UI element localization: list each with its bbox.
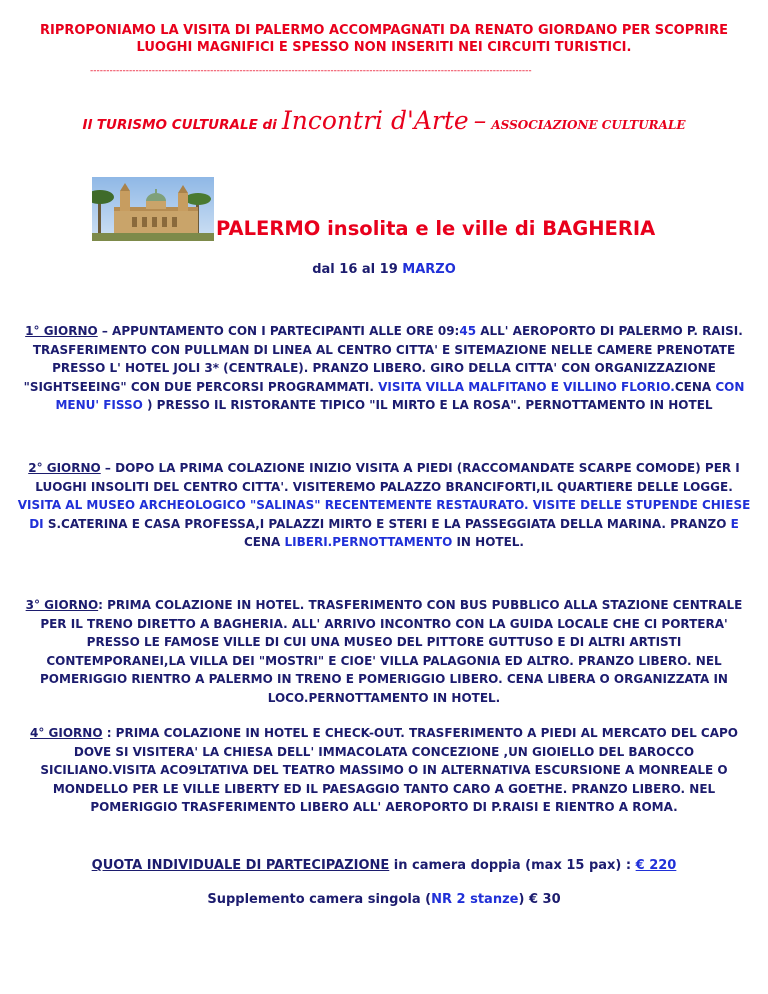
day-3-paragraph bbox=[16, 596, 752, 707]
day-2-text-2: S.CATERINA E CASA PROFESSA,I PALAZZI MIRTO E STERI E LA PASSEGGIATA DELLA MARINA. PRANZO bbox=[47, 516, 731, 531]
day-2-free: LIBERI.PERNOTTAMENTO bbox=[284, 535, 453, 549]
day-1-label: 1° GIORNO bbox=[25, 324, 98, 338]
day-4-text: : PRIMA COLAZIONE IN HOTEL E CHECK-OUT. TRASFERIMENTO A PIEDI AL MERCATO DEL CAPO DOVE SI VISITERA' LA CHIESA DELL' IMMACOLATA CONCEZIONE ,UN GIOIELLO DEL BAROCCO SICILIANO.VISITA ACO9LTATIVA DEL TEATRO MASSIMO O IN ALTERNATIVA ESCURSIONE A MONREALE O MONDELLO PER LE VILLE LIBERTY ED IL PAESAGGIO TANTO CARO A GOETHE. PRANZO LIBERO. NEL POMERIGGIO TRASFERIMENTO LIBERO ALL' AEROPORTO DI P.RAISI E RIENTRO A ROMA. bbox=[40, 726, 738, 814]
day-4-label: 4° GIORNO bbox=[30, 726, 103, 740]
quota-detail: in camera doppia (max 15 pax) : bbox=[389, 858, 636, 873]
day-3-label: 3° GIORNO bbox=[25, 598, 99, 612]
day-1-visit: VISITA VILLA MALFITANO E VILLINO FLORIO. bbox=[378, 379, 675, 394]
day-1-text-3: ) PRESSO IL RISTORANTE TIPICO "IL MIRTO E LA ROSA". PERNOTTAMENTO IN HOTEL bbox=[142, 398, 713, 412]
day-2-text: – DOPO LA PRIMA COLAZIONE INIZIO VISITA A PIEDI (RACCOMANDATE SCARPE COMODE) PER I LUOGHI INSOLITI DEL CENTRO CITTA'. VISITEREMO PALAZZO BRANCIFORTI,IL QUARTIERE DELLE LOGGE. bbox=[35, 461, 740, 494]
association-name: Incontri d'Arte bbox=[281, 106, 469, 135]
day-2-museum: VISITA AL MUSEO ARCHEOLOGICO "SALINAS" RECENTEMENTE RESTAURATO. VISITE DELLE STUPENDE CHIESE DI bbox=[17, 498, 751, 531]
supplement-close: ) bbox=[518, 892, 525, 907]
supplement-label: Supplemento camera singola ( bbox=[207, 892, 432, 907]
day-1-paragraph bbox=[16, 322, 752, 415]
intro-line-2: LUOGHI MAGNIFICI E SPESSO NON INSERITI NEI CIRCUITI TURISTICI. bbox=[136, 40, 632, 55]
supplement-price: € 30 bbox=[524, 892, 561, 907]
day-1-dinner: CENA bbox=[674, 379, 716, 394]
quota-line bbox=[0, 858, 768, 873]
day-1-menu: CON MENU' FISSO bbox=[55, 379, 745, 412]
palermo-cathedral-photo bbox=[92, 177, 214, 241]
supplement-rooms: NR 2 stanze bbox=[431, 892, 519, 907]
dates-range: dal 16 al 19 bbox=[312, 262, 398, 277]
tour-dates bbox=[0, 262, 768, 277]
day-1-text-2: ALL' AEROPORTO DI PALERMO P. RAISI. TRASFERIMENTO CON PULLMAN DI LINEA AL CENTRO CITTA' E SITEMAZIONE NELLE CAMERE PRENOTATE PRESSO L' HOTEL JOLI 3* (CENTRALE). PRANZO LIBERO. GIRO DELLA CITTA' CON ORGANIZZAZIONE "SIGHTSEEING" CON DUE PERCORSI PROGRAMMATI. bbox=[23, 324, 743, 394]
intro-heading bbox=[0, 22, 768, 56]
day-2-text-3: IN HOTEL. bbox=[452, 535, 524, 549]
intro-line-1: RIPROPONIAMO LA VISITA DI PALERMO ACCOMPAGNATI DA RENATO GIORDANO PER SCOPRIRE bbox=[39, 23, 728, 38]
day-3-text: : PRIMA COLAZIONE IN HOTEL. TRASFERIMENTO CON BUS PUBBLICO ALLA STAZIONE CENTRALE PER IL TRENO DIRETTO A BAGHERIA. ALL' ARRIVO INCONTRO CON LA GUIDA LOCALE CHE CI PORTERA' PRESSO LE FAMOSE VILLE DI CUI UNA MUSEO DEL PITTORE GUTTUSO E DI ALTRI ARTISTI CONTEMPORANEI,LA VILLA DEI "MOSTRI" E CIOE' VILLA PALAGONIA ED ALTRO. PRANZO LIBERO. NEL POMERIGGIO RIENTRO A PALERMO IN TRENO E POMERIGGIO LIBERO. CENA LIBERA O ORGANIZZATA IN LOCO.PERNOTTAMENTO IN HOTEL. bbox=[40, 598, 743, 705]
association-suffix: ASSOCIAZIONE CULTURALE bbox=[491, 118, 686, 132]
dashed-separator: ---------------------------------------------------------------------------------------------------------------------------------------- bbox=[90, 66, 532, 76]
association-dash: – bbox=[473, 106, 487, 135]
quota-price: € 220 bbox=[635, 858, 677, 873]
supplement-line bbox=[0, 892, 768, 907]
association-prefix: Il TURISMO CULTURALE di bbox=[82, 117, 277, 133]
quota-label: QUOTA INDIVIDUALE DI PARTECIPAZIONE bbox=[91, 858, 390, 873]
day-1-time: 45 bbox=[459, 324, 477, 338]
association-line bbox=[0, 106, 768, 135]
day-2-dinner: CENA bbox=[244, 535, 285, 549]
day-4-paragraph bbox=[16, 724, 752, 817]
day-2-and: E bbox=[730, 516, 739, 531]
day-1-text: – APPUNTAMENTO CON I PARTECIPANTI ALLE ORE 09: bbox=[97, 324, 460, 338]
dates-month: MARZO bbox=[402, 262, 456, 277]
day-2-paragraph bbox=[16, 459, 752, 552]
tour-title: PALERMO insolita e le ville di BAGHERIA bbox=[216, 217, 656, 240]
day-2-label: 2° GIORNO bbox=[28, 461, 101, 475]
